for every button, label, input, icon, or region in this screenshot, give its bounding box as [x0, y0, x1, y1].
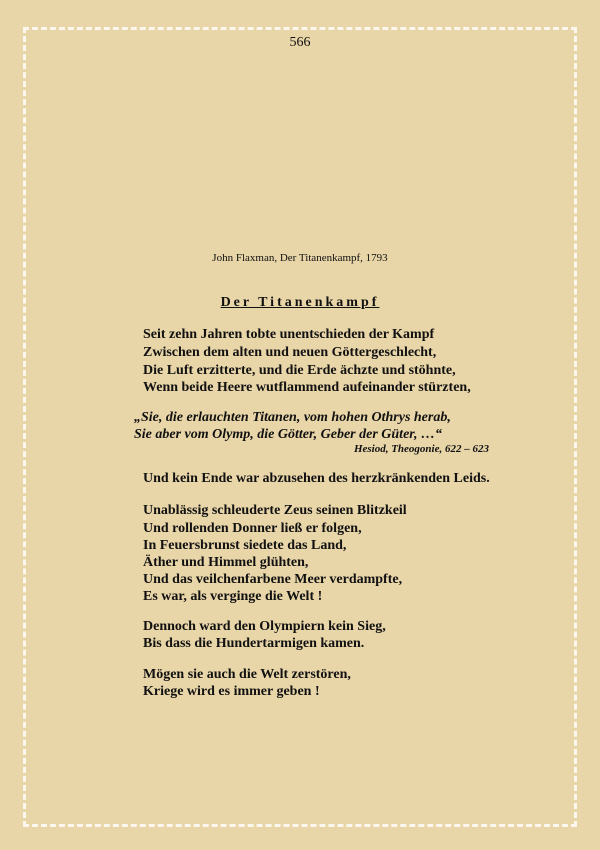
poem-line: Und kein Ende war abzusehen des herzkränkenden Leids.: [143, 471, 490, 486]
poem-line: Kriege wird es immer geben !: [143, 684, 320, 699]
poem-line: Und das veilchenfarbene Meer verdampfte,: [143, 572, 403, 587]
poem-line: In Feuersbrunst siedete das Land,: [143, 538, 347, 553]
poem-line: Mögen sie auch die Welt zerstören,: [143, 667, 351, 682]
poem-line: Unablässig schleuderte Zeus seinen Blitzkeil: [143, 503, 407, 518]
poem-line: Äther und Himmel glühten,: [143, 555, 309, 570]
image-caption: John Flaxman, Der Titanenkampf, 1793: [212, 252, 388, 264]
poem-line: Wenn beide Heere wutflammend aufeinander stürzten,: [143, 380, 471, 395]
poem-line: Dennoch ward den Olympiern kein Sieg,: [143, 619, 386, 634]
poem-line: Seit zehn Jahren tobte unentschieden der Kampf: [143, 327, 435, 342]
poem-line: Und rollenden Donner ließ er folgen,: [143, 521, 362, 536]
poem-title: Der Titanenkampf: [220, 295, 380, 310]
poem-line: Bis dass die Hundertarmigen kamen.: [143, 636, 365, 651]
poem-line: Zwischen dem alten und neuen Göttergeschlecht,: [143, 345, 437, 360]
page-number: 566: [289, 35, 311, 50]
quote-line: „Sie, die erlauchten Titanen, vom hohen Othrys herab,: [134, 410, 451, 425]
quote-line: Sie aber vom Olymp, die Götter, Geber der Güter, …“: [134, 427, 442, 442]
quote-citation: Hesiod, Theogonie, 622 – 623: [353, 443, 489, 455]
poem-line: Es war, als verginge die Welt !: [143, 589, 323, 604]
poem-line: Die Luft erzitterte, und die Erde ächzte und stöhnte,: [143, 363, 456, 378]
